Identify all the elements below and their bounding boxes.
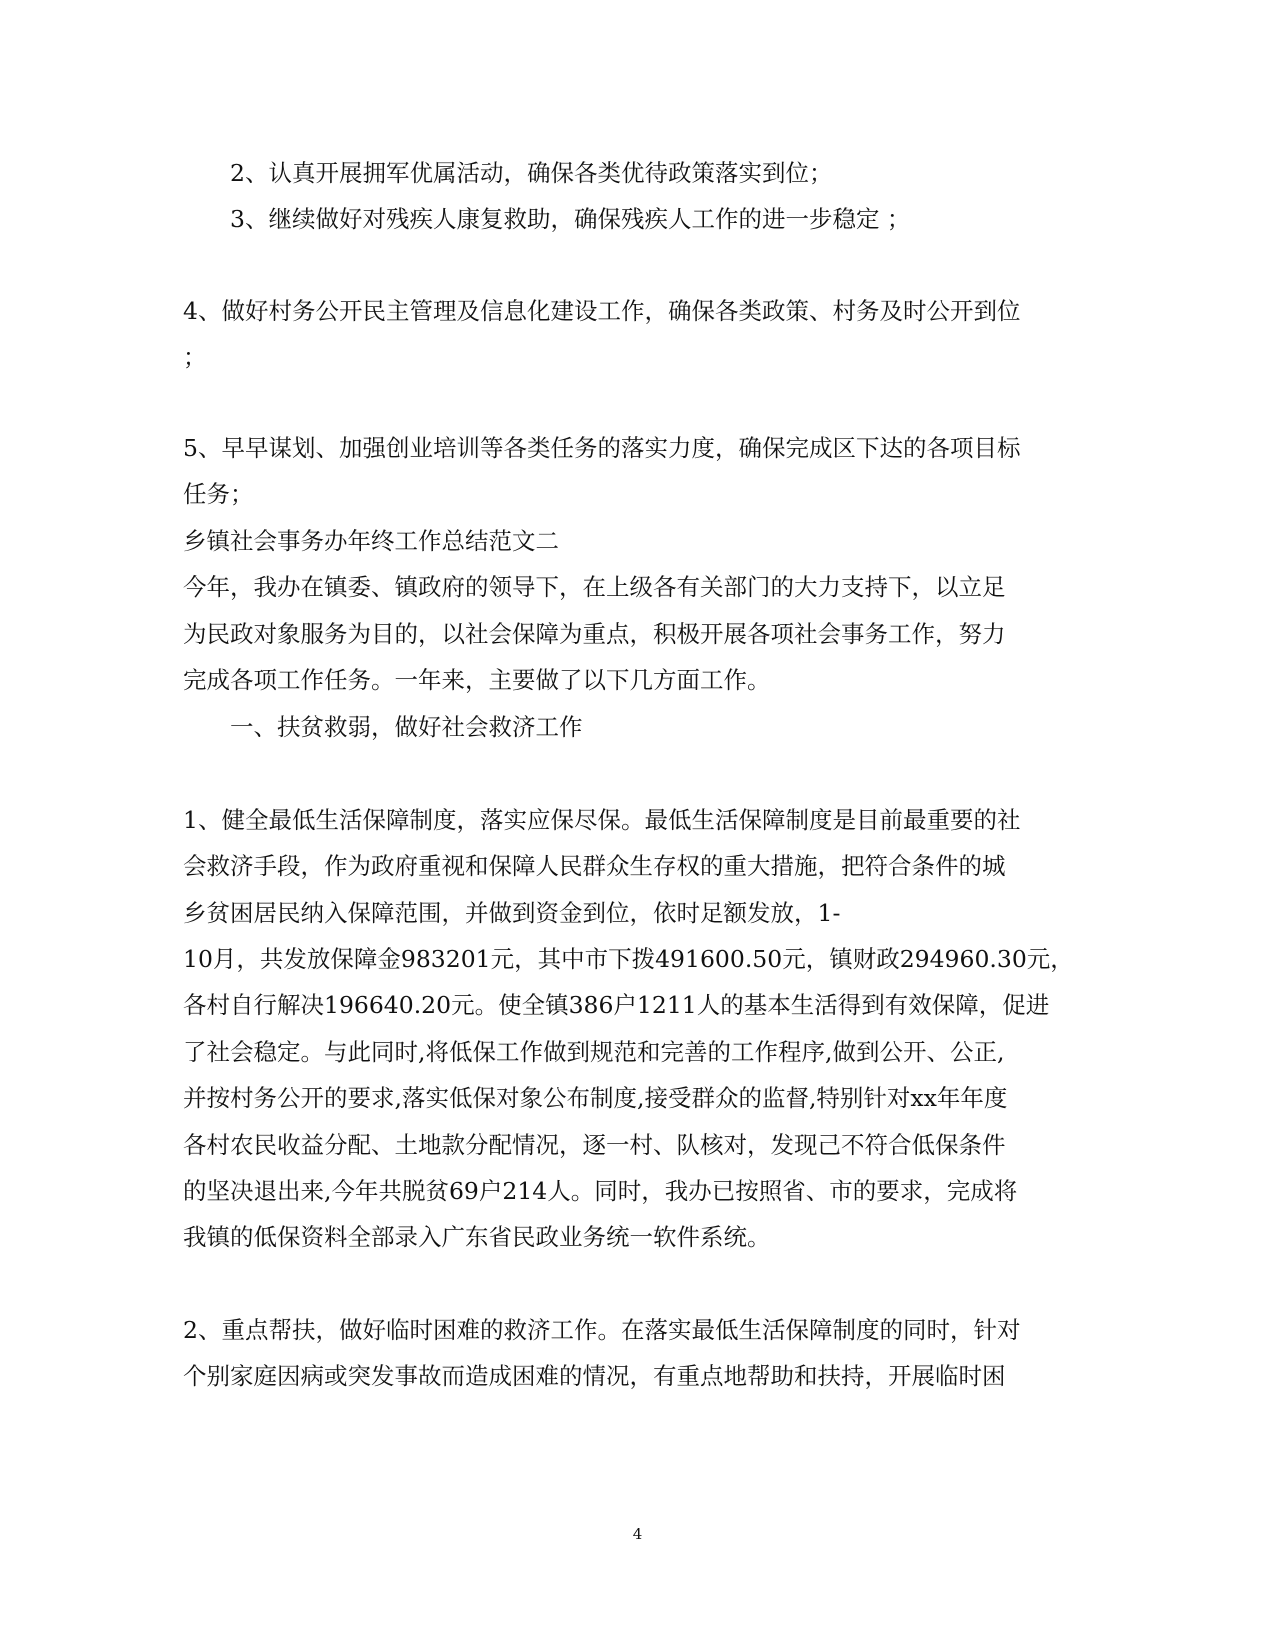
- text-line-17: 了社会稳定。与此同时,将低保工作做到规范和完善的工作程序,做到公开、公正,: [183, 1038, 1005, 1066]
- subsection-heading: 一、扶贫救弱，做好社会救济工作: [230, 713, 583, 741]
- text-line-14: 乡贫困居民纳入保障范围，并做到资金到位，依时足额发放，1-: [183, 899, 841, 927]
- text-line-4: ；: [183, 343, 207, 371]
- text-line-20: 的坚决退出来,今年共脱贫69户214人。同时，我办已按照省、市的要求，完成将: [183, 1177, 1018, 1205]
- text-line-13: 会救济手段，作为政府重视和保障人民群众生存权的重大措施，把符合条件的城: [183, 852, 1006, 880]
- text-line-3: 4、做好村务公开民主管理及信息化建设工作，确保各类政策、村务及时公开到位: [183, 297, 1021, 325]
- text-line-22: 2、重点帮扶，做好临时困难的救济工作。在落实最低生活保障制度的同时，针对: [183, 1316, 1021, 1344]
- text-line-9: 为民政对象服务为目的，以社会保障为重点，积极开展各项社会事务工作，努力: [183, 620, 1006, 648]
- page-number: 4: [632, 1525, 643, 1543]
- text-line-2: 3、继续做好对残疾人康复救助，确保残疾人工作的进一步稳定 ；: [230, 205, 911, 233]
- text-line-10: 完成各项工作任务。一年来，主要做了以下几方面工作。: [183, 666, 771, 694]
- text-line-12: 1、健全最低生活保障制度，落实应保尽保。最低生活保障制度是目前最重要的社: [183, 806, 1021, 834]
- section-heading: 乡镇社会事务办年终工作总结范文二: [183, 527, 559, 555]
- text-line-16: 各村自行解决196640.20元。使全镇386户1211人的基本生活得到有效保障，促进: [183, 991, 1050, 1019]
- text-line-6: 任务；: [183, 480, 254, 508]
- text-line-5: 5、早早谋划、加强创业培训等各类任务的落实力度，确保完成区下达的各项目标: [183, 434, 1021, 462]
- text-line-15: 10月，共发放保障金983201元，其中市下拨491600.50元，镇财政294960.30元，: [183, 945, 1074, 973]
- text-line-21: 我镇的低保资料全部录入广东省民政业务统一软件系统。: [183, 1223, 771, 1251]
- text-line-8: 今年，我办在镇委、镇政府的领导下，在上级各有关部门的大力支持下，以立足: [183, 573, 1006, 601]
- text-line-23: 个别家庭因病或突发事故而造成困难的情况，有重点地帮助和扶持，开展临时困: [183, 1362, 1006, 1390]
- text-line-18: 并按村务公开的要求,落实低保对象公布制度,接受群众的监督,特别针对xx年年度: [183, 1084, 1008, 1112]
- text-line-19: 各村农民收益分配、土地款分配情况，逐一村、队核对，发现己不符合低保条件: [183, 1131, 1006, 1159]
- text-line-1: 2、认真开展拥军优属活动，确保各类优待政策落实到位；: [230, 159, 833, 187]
